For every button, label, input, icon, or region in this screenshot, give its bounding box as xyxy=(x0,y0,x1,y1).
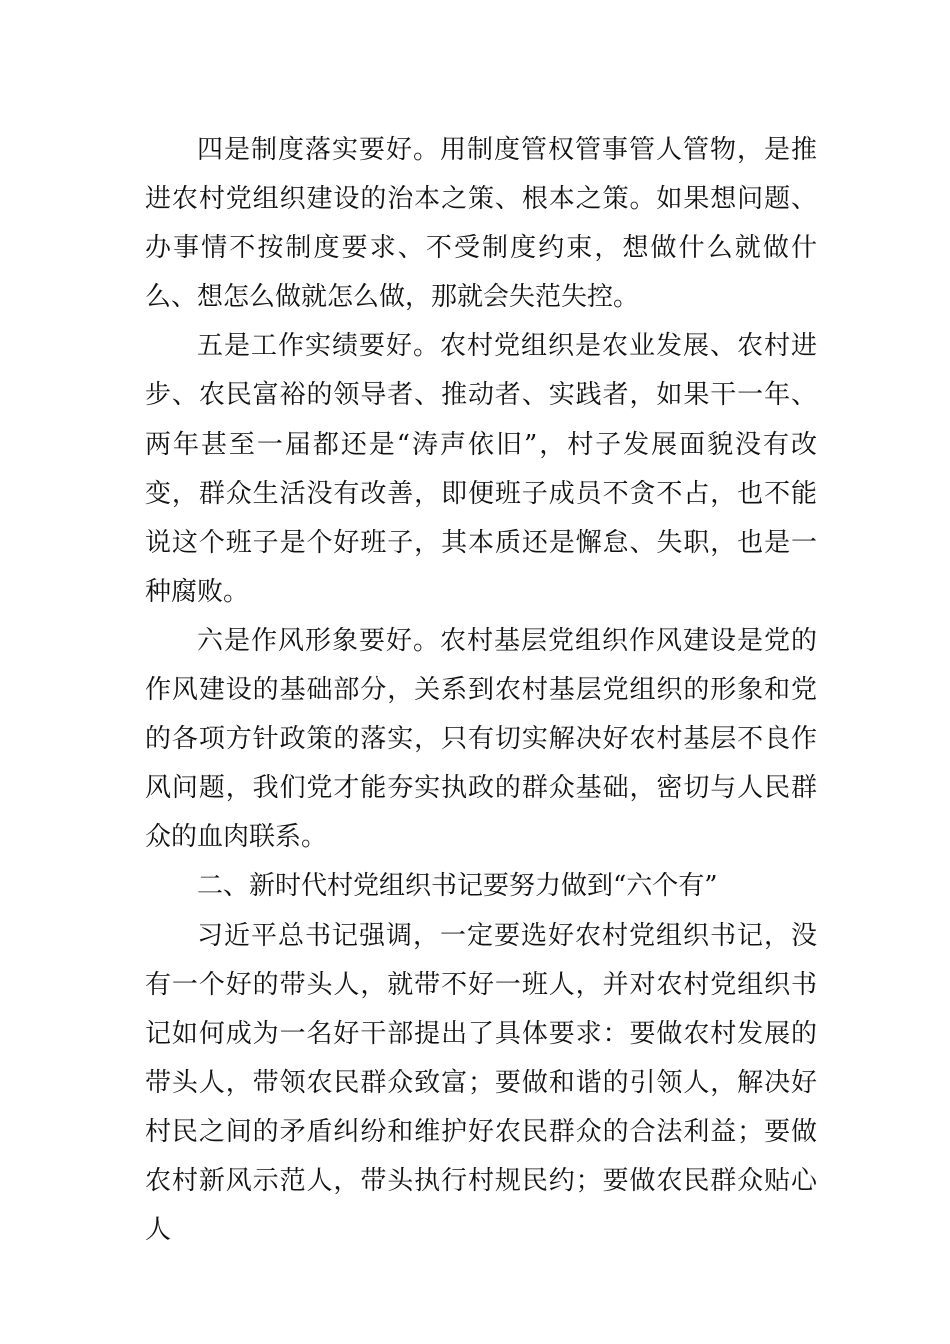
paragraph-work-style: 六是作风形象要好。农村基层党组织作风建设是党的作风建设的基础部分，关系到农村基层党组织的形象和党的各项方针政策的落实，只有切实解决好农村基层不良作风问题，我们党才能夯实执政的群众基础，密切与人民群众的血肉联系。 xyxy=(145,625,817,853)
paragraph-secretary-requirements: 习近平总书记强调，一定要选好农村党组织书记，没有一个好的带头人，就带不好一班人，并对农村党组织书记如何成为一名好干部提出了具体要求：要做农村发展的带头人，带领农民群众致富；要做和谐的引领人，解决好村民之间的矛盾纠纷和维护好农民群众的合法利益；要做农村新风示范人，带头执行村规民约；要做农民群众贴心人 xyxy=(145,920,817,1246)
paragraph-institution: 四是制度落实要好。用制度管权管事管人管物，是推进农村党组织建设的治本之策、根本之策。如果想问题、办事情不按制度要求、不受制度约束，想做什么就做什么、想怎么做就怎么做，那就会失范失控。 xyxy=(145,135,817,313)
document-body xyxy=(145,126,817,1255)
section-heading: 二、新时代村党组织书记要努力做到“六个有” xyxy=(197,871,718,902)
paragraph-performance: 五是工作实绩要好。农村党组织是农业发展、农村进步、农民富裕的领导者、推动者、实践者，如果干一年、两年甚至一届都还是“涛声依旧”，村子发展面貌没有改变，群众生活没有改善，即便班子成员不贪不占，也不能说这个班子是个好班子，其本质还是懈怠、失职，也是一种腐败。 xyxy=(145,331,817,607)
